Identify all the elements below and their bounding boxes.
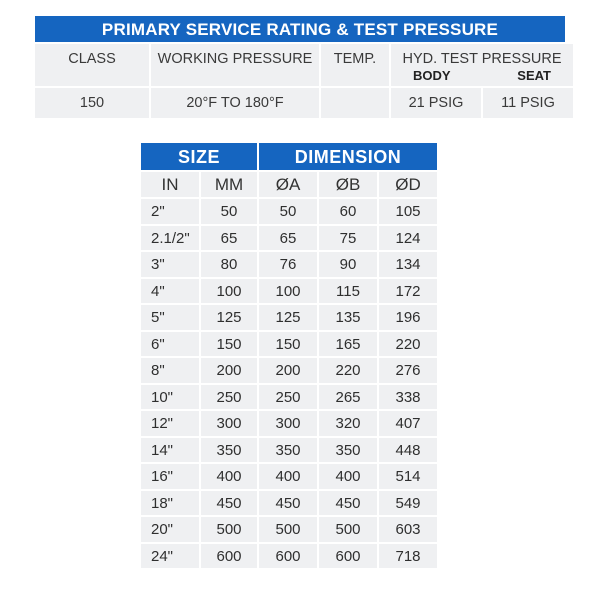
cell-in: 16" — [141, 464, 199, 489]
cell-b: 165 — [319, 332, 377, 357]
cell-b: 60 — [319, 199, 377, 224]
cell-d: 603 — [379, 517, 437, 542]
cell-d: 448 — [379, 438, 437, 463]
cell-in: 2" — [141, 199, 199, 224]
cell-mm: 50 — [201, 199, 257, 224]
cell-d: 124 — [379, 226, 437, 251]
cell-a: 300 — [259, 411, 317, 436]
table-row — [141, 517, 437, 542]
cell-a: 76 — [259, 252, 317, 277]
cell-d: 276 — [379, 358, 437, 383]
value-temp — [321, 88, 389, 118]
cell-d: 718 — [379, 544, 437, 569]
cell-mm: 80 — [201, 252, 257, 277]
table-row — [141, 305, 437, 330]
cell-in: 3" — [141, 252, 199, 277]
column-header-mm: MM — [201, 172, 257, 197]
cell-b: 135 — [319, 305, 377, 330]
cell-a: 350 — [259, 438, 317, 463]
header-body: BODY — [413, 68, 451, 83]
cell-d: 196 — [379, 305, 437, 330]
table-row — [141, 332, 437, 357]
dimension-rows — [141, 199, 437, 568]
group-header-size: SIZE — [141, 143, 257, 170]
cell-mm: 500 — [201, 517, 257, 542]
cell-in: 6" — [141, 332, 199, 357]
cell-b: 75 — [319, 226, 377, 251]
value-body: 21 PSIG — [391, 88, 481, 118]
cell-b: 90 — [319, 252, 377, 277]
table-row — [141, 544, 437, 569]
cell-b: 400 — [319, 464, 377, 489]
cell-b: 220 — [319, 358, 377, 383]
cell-mm: 400 — [201, 464, 257, 489]
header-class: CLASS — [35, 44, 149, 86]
dimension-table — [141, 143, 437, 568]
cell-in: 2.1/2" — [141, 226, 199, 251]
table-row — [141, 385, 437, 410]
cell-b: 350 — [319, 438, 377, 463]
rating-table-title: PRIMARY SERVICE RATING & TEST PRESSURE — [35, 16, 565, 42]
cell-in: 4" — [141, 279, 199, 304]
cell-a: 400 — [259, 464, 317, 489]
group-header-dimension: DIMENSION — [259, 143, 437, 170]
cell-in: 12" — [141, 411, 199, 436]
cell-in: 24" — [141, 544, 199, 569]
column-header-a: ØA — [259, 172, 317, 197]
cell-d: 105 — [379, 199, 437, 224]
cell-mm: 100 — [201, 279, 257, 304]
cell-mm: 125 — [201, 305, 257, 330]
cell-a: 100 — [259, 279, 317, 304]
table-row — [141, 411, 437, 436]
cell-d: 220 — [379, 332, 437, 357]
cell-a: 600 — [259, 544, 317, 569]
header-hyd-test-pressure — [391, 44, 573, 86]
table-row — [141, 252, 437, 277]
cell-b: 320 — [319, 411, 377, 436]
header-temp: TEMP. — [321, 44, 389, 86]
cell-d: 514 — [379, 464, 437, 489]
cell-in: 10" — [141, 385, 199, 410]
header-seat: SEAT — [517, 68, 551, 83]
table-row — [141, 358, 437, 383]
column-header-b: ØB — [319, 172, 377, 197]
cell-d: 134 — [379, 252, 437, 277]
cell-d: 338 — [379, 385, 437, 410]
column-header-d: ØD — [379, 172, 437, 197]
cell-mm: 200 — [201, 358, 257, 383]
cell-mm: 250 — [201, 385, 257, 410]
cell-a: 50 — [259, 199, 317, 224]
cell-b: 500 — [319, 517, 377, 542]
cell-a: 150 — [259, 332, 317, 357]
cell-mm: 65 — [201, 226, 257, 251]
cell-in: 20" — [141, 517, 199, 542]
cell-in: 8" — [141, 358, 199, 383]
cell-b: 450 — [319, 491, 377, 516]
table-row — [141, 438, 437, 463]
cell-mm: 600 — [201, 544, 257, 569]
cell-a: 200 — [259, 358, 317, 383]
cell-a: 500 — [259, 517, 317, 542]
cell-d: 549 — [379, 491, 437, 516]
cell-in: 18" — [141, 491, 199, 516]
value-working-pressure: 20°F TO 180°F — [151, 88, 319, 118]
cell-d: 407 — [379, 411, 437, 436]
dimension-group-header — [141, 143, 437, 170]
cell-in: 14" — [141, 438, 199, 463]
column-header-row — [141, 172, 437, 197]
cell-b: 265 — [319, 385, 377, 410]
value-seat: 11 PSIG — [483, 88, 573, 118]
table-row — [141, 464, 437, 489]
column-header-in: IN — [141, 172, 199, 197]
rating-value-row — [35, 88, 565, 118]
cell-d: 172 — [379, 279, 437, 304]
cell-a: 125 — [259, 305, 317, 330]
cell-a: 65 — [259, 226, 317, 251]
hyd-test-pressure-label: HYD. TEST PRESSURE — [402, 51, 562, 67]
rating-header-row — [35, 44, 565, 86]
cell-mm: 450 — [201, 491, 257, 516]
table-row — [141, 226, 437, 251]
value-class: 150 — [35, 88, 149, 118]
cell-b: 115 — [319, 279, 377, 304]
header-working-pressure: WORKING PRESSURE — [151, 44, 319, 86]
table-row — [141, 199, 437, 224]
cell-mm: 150 — [201, 332, 257, 357]
table-row — [141, 279, 437, 304]
cell-mm: 350 — [201, 438, 257, 463]
cell-in: 5" — [141, 305, 199, 330]
cell-mm: 300 — [201, 411, 257, 436]
cell-a: 250 — [259, 385, 317, 410]
cell-a: 450 — [259, 491, 317, 516]
rating-table — [35, 16, 565, 118]
cell-b: 600 — [319, 544, 377, 569]
table-row — [141, 491, 437, 516]
